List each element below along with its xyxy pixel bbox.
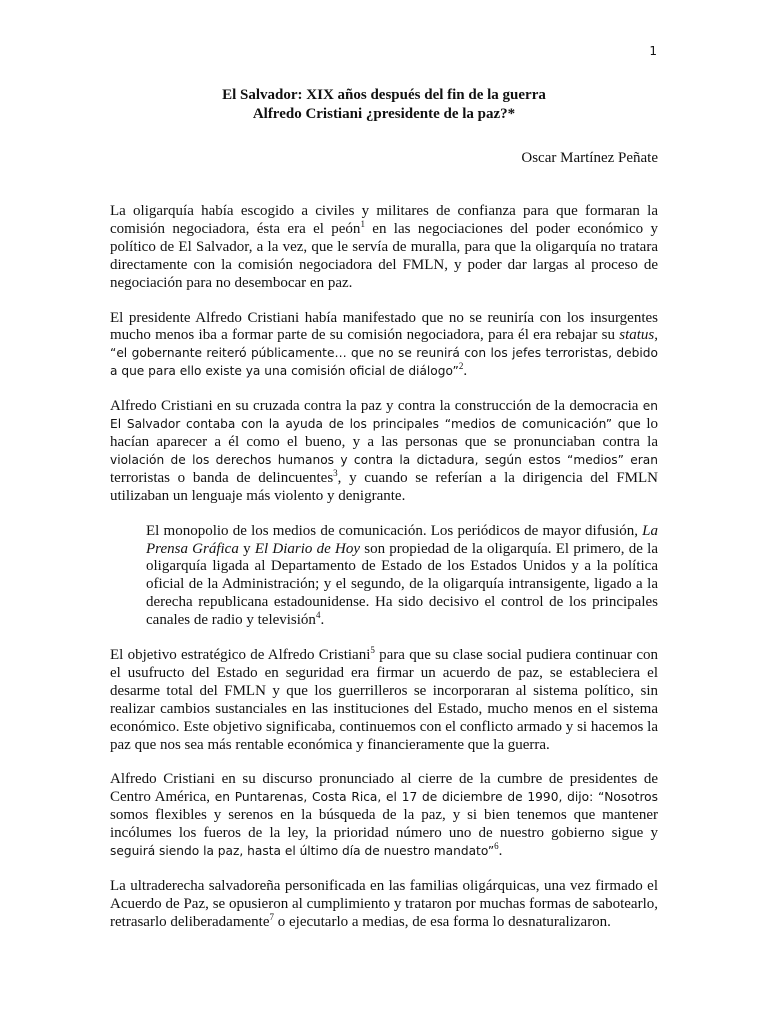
title-line-1: El Salvador: XIX años después del fin de la guerra (222, 87, 546, 103)
paragraph-2-text-a: El presidente Alfredo Cristiani había manifestado que no se reuniría con los insurgentes mucho menos iba a formar parte de su comisión negociadora, para él era rebajar su (110, 309, 658, 344)
block-quote-text-b: son propiedad de la oligarquía. El primero, de la oligarquía ligada al Departamento de Estado de los Estados Unidos y a la política oficial de la Administración; y el segundo, de la oligarquía intransigente, ligado a la derecha republicana estadounidense. Ha sido decisivo el control de los principales canales de radio y televisión (146, 540, 658, 629)
paragraph-4-text-b: para que su clase social pudiera continuar con el usufructo del Estado en seguridad era firmar un acuerdo de paz, se estableciera el desarme total del FMLN y que los guerrilleros se incorporaran al sistema político, sin realizar cambios sustanciales en las instituciones del Estado, mucho menos en el sistema económico. Este objetivo significaba, continuemos con el conflicto armado y si hacemos la paz que nos sea más rentable económica y financieramente que la guerra. (110, 647, 658, 753)
paragraph-6 (110, 878, 658, 932)
paragraph-3-text-c: lo hacían aparecer a él como el bueno, y a las personas que se pronunciaban contra la (110, 416, 659, 450)
block-quote-and: y (238, 540, 255, 557)
paragraph-3 (110, 398, 658, 505)
footnote-ref-3: 3 (333, 467, 338, 478)
paragraph-4-text-a: El objetivo estratégico de Alfredo Cristiani (110, 647, 371, 664)
paragraph-3-text-a: Alfredo Cristiani en su cruzada contra la paz y contra la construcción de la democracia (110, 398, 643, 415)
paragraph-1 (110, 203, 658, 293)
newspaper-name-1: La Prensa Gráfica (146, 522, 658, 557)
status-italic: status (619, 327, 655, 344)
newspaper-name-2: El Diario de Hoy (254, 540, 360, 557)
title-block (110, 86, 658, 124)
paragraph-1-text-a: La oligarquía había escogido a civiles y militares de confianza para que formaran la comisión negociadora, ésta era el peón (110, 203, 658, 237)
paragraph-3-text-d: violación de los derechos humanos y contra la dictadura, según estos “medios” eran (110, 452, 658, 467)
paragraph-2-quote: “el gobernante reiteró públicamente… que no se reunirá con los jefes terroristas, debido a que para ello existe ya una comisión oficial de diálogo” (110, 346, 658, 379)
page-number: 1 (649, 44, 657, 58)
paragraph-1-text-b: en las negociaciones del poder económico y político de El Salvador, a la vez, que le servía de muralla, para que la oligarquía no tratara directamente con la comisión negociadora del FMLN, y poder dar largas al proceso de negociación para no desembocar en paz. (110, 220, 658, 291)
paragraph-5 (110, 771, 658, 861)
paragraph-5-text-e: . (498, 843, 503, 860)
paragraph-6-text-a: La ultraderecha salvadoreña personificada en las familias oligárquicas, una vez firmado el Acuerdo de Paz, se opusieron al cumplimiento y trataron por muchas formas de sabotearlo, retrasarlo deliberadamente (110, 878, 658, 930)
footnote-ref-6: 6 (494, 841, 499, 852)
body-text (110, 203, 658, 949)
footnote-ref-2: 2 (458, 361, 464, 372)
block-quote (146, 523, 658, 630)
footnote-ref-5: 5 (370, 645, 375, 656)
author-name: Oscar Martínez Peñate (521, 150, 658, 166)
paragraph-3-text-e: terroristas o banda de delincuentes (110, 469, 334, 486)
paragraph-5-text-c: somos flexibles y serenos en la búsqueda de la paz, y si bien tenemos que mantener incólumes los fueros de la ley, la prioridad número uno de nuestro gobierno sigue y (110, 807, 658, 842)
paragraph-5-text-b: en Puntarenas, Costa Rica, el 17 de diciembre de 1990, dijo: “Nosotros (214, 790, 658, 805)
paragraph-2 (110, 310, 658, 382)
footnote-ref-4: 4 (315, 610, 321, 621)
block-quote-text-a: El monopolio de los medios de comunicación. Los periódicos de mayor difusión, (146, 522, 643, 539)
paragraph-5-text-a: Alfredo Cristiani en su discurso pronunciado al cierre de la cumbre de presidentes de Centro América, (110, 771, 658, 806)
block-quote-text-c: . (320, 612, 325, 629)
paragraph-5-text-d: seguirá siendo la paz, hasta el último día de nuestro mandato” (110, 844, 495, 859)
paragraph-3-text-b: en El Salvador contaba con la ayuda de los principales “medios de comunicación” que (110, 399, 658, 432)
paragraph-6-text-b: o ejecutarlo a medias, de esa forma lo desnaturalizaron. (274, 913, 611, 930)
paragraph-2-text-b: , (654, 327, 658, 344)
title-line-2: Alfredo Cristiani ¿presidente de la paz?* (252, 106, 516, 122)
footnote-ref-7: 7 (269, 911, 274, 922)
paragraph-3-text-f: , y cuando se referían a la dirigencia del FMLN utilizaban un lenguaje más violento y denigrante. (110, 469, 658, 504)
footnote-ref-1: 1 (360, 218, 365, 229)
paragraph-2-text-c: . (463, 363, 468, 380)
paragraph-4 (110, 647, 658, 754)
